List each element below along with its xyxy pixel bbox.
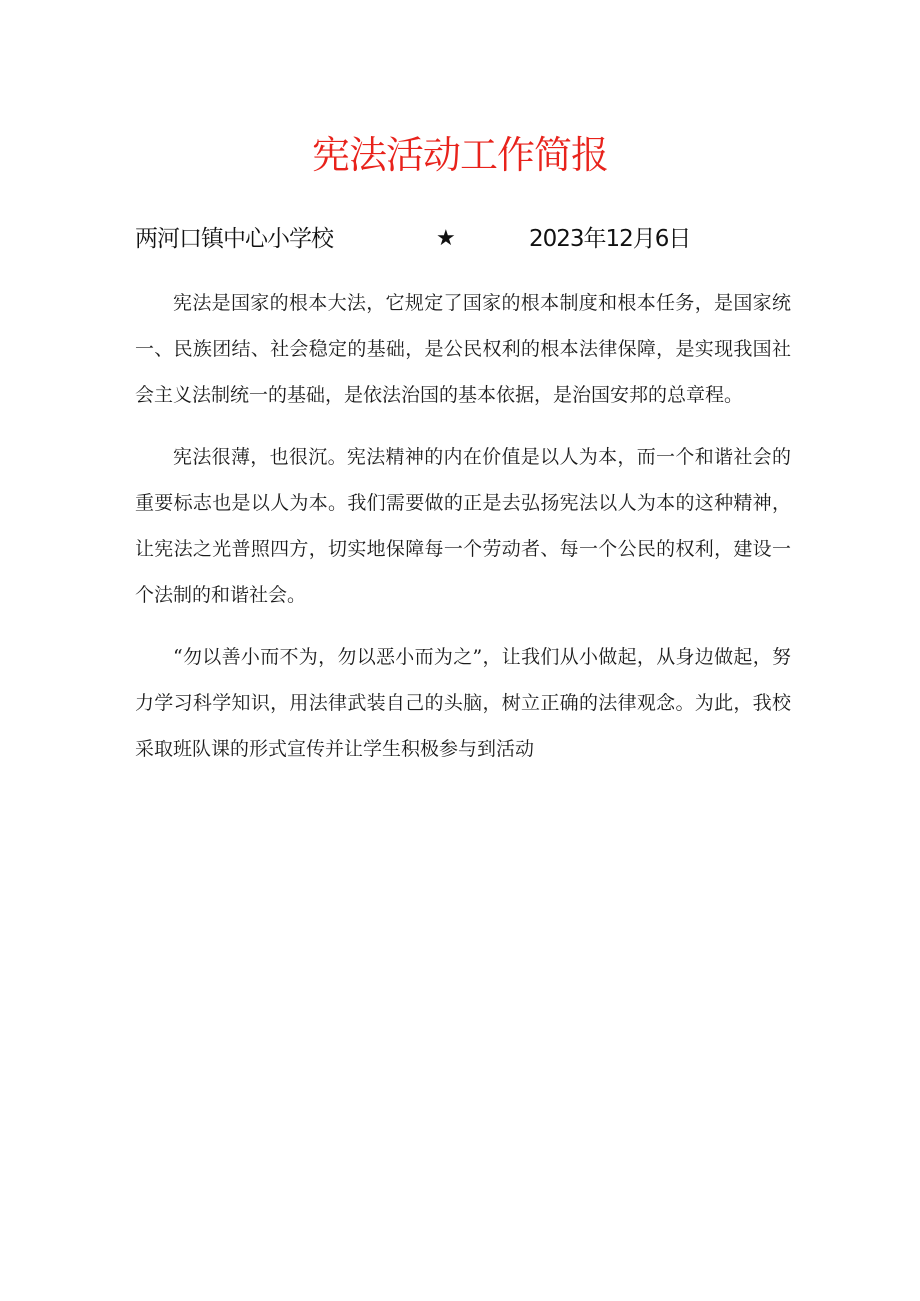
body-text (135, 280, 791, 772)
report-date: 2023年12月6日 (529, 226, 691, 252)
school-name: 两河口镇中心小学校 (135, 226, 333, 252)
meta-row (135, 221, 795, 257)
paragraph-1: 宪法是国家的根本大法，它规定了国家的根本制度和根本任务，是国家统一、民族团结、社会稳定的基础，是公民权利的根本法律保障，是实现我国社会主义法制统一的基础，是依法治国的基本依据，是治国安邦的总章程。 (135, 292, 791, 406)
star-separator-icon: ★ (436, 226, 456, 251)
page-title: 宪法活动工作简报 (311, 133, 608, 177)
paragraph-2: 宪法很薄，也很沉。宪法精神的内在价值是以人为本，而一个和谐社会的重要标志也是以人为本。我们需要做的正是去弘扬宪法以人为本的这种精神，让宪法之光普照四方，切实地保障每一个劳动者、每一个公民的权利，建设一个法制的和谐社会。 (135, 446, 791, 606)
paragraph-3: “勿以善小而不为，勿以恶小而为之”，让我们从小做起，从身边做起，努力学习科学知识，用法律武装自己的头脑，树立正确的法律观念。为此，我校采取班队课的形式宣传并让学生积极参与到活动 (135, 646, 791, 760)
